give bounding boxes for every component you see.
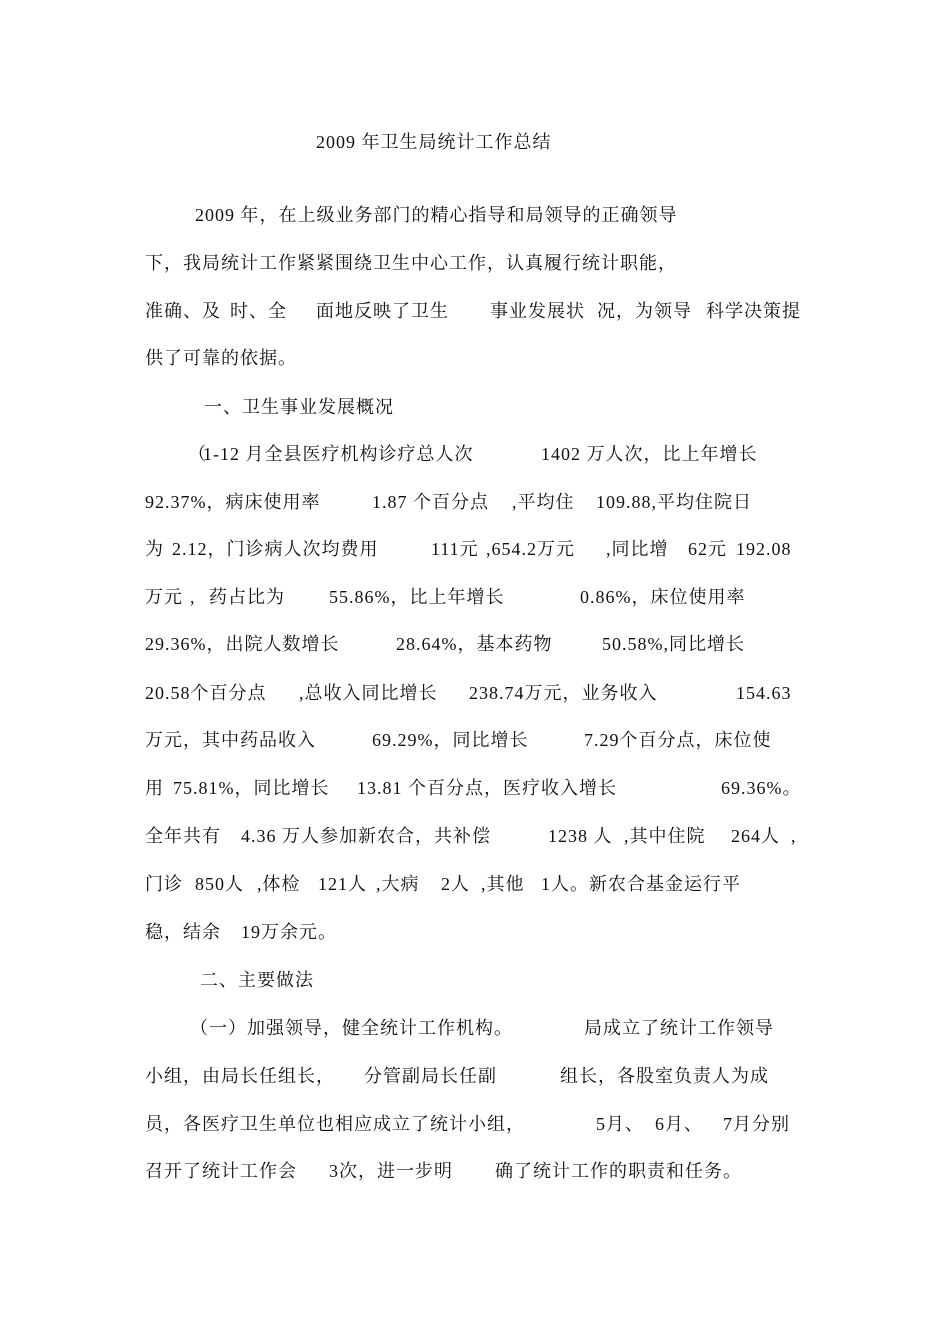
paragraph-line [0, 872, 950, 902]
text-segment: ,其中住院 [624, 826, 706, 846]
text-segment: 192.08 [736, 539, 792, 559]
paragraph-line [0, 1064, 950, 1094]
text-segment: ,大病 [376, 874, 420, 894]
text-segment: 组长，各股室负责人为成 [560, 1066, 769, 1086]
paragraph-line [0, 585, 950, 615]
text-segment: 为 [145, 539, 164, 559]
text-segment: 确了统计工作的职责和任务。 [495, 1161, 742, 1181]
text-segment: 850人 [195, 874, 244, 894]
text-segment: 用 [145, 778, 164, 798]
text-segment: 分管副局长任副 [364, 1066, 497, 1086]
text-segment: 29.36%，出院人数增长 [145, 634, 340, 654]
text-segment: 121人 [318, 874, 367, 894]
text-segment: 1238 人 [548, 826, 613, 846]
text-segment: 万元 [145, 587, 183, 607]
paragraph-line [0, 824, 950, 854]
text-segment: 2009 年，在上级业务部门的精心指导和局领导的正确领导 [195, 205, 678, 225]
text-segment: 小组，由局长任组长， [145, 1066, 335, 1086]
text-segment: 69.29%，同比增长 [372, 730, 529, 750]
text-segment: 全年共有 [145, 826, 221, 846]
text-segment: 5月、 [596, 1114, 644, 1134]
text-segment: 事业发展状 [490, 301, 585, 321]
text-segment: 二、主要做法 [200, 970, 314, 990]
text-segment: 154.63 [736, 683, 792, 703]
text-segment: 万元，其中药品收入 [145, 730, 316, 750]
text-segment: 69.36%。 [721, 778, 802, 798]
paragraph-line [0, 728, 950, 758]
text-segment: 稳，结余 [145, 922, 221, 942]
text-segment: 4.36 万人参加新农合，共补偿 [241, 826, 491, 846]
text-segment: 62元 [688, 539, 727, 559]
text-segment: 55.86%，比上年增长 [329, 587, 505, 607]
text-segment: 门诊 [145, 874, 183, 894]
text-segment: 1-12 月全县医疗机构诊疗总人次 [203, 444, 474, 464]
text-segment: 28.64%，基本药物 [396, 634, 553, 654]
text-segment: , [791, 826, 797, 846]
text-segment: 下，我局统计工作紧紧围绕卫生中心工作，认真履行统计职能， [145, 253, 677, 273]
paragraph-line [0, 920, 950, 950]
text-segment: 1402 万人次，比上年增长 [541, 444, 758, 464]
paragraph-line [0, 203, 950, 233]
text-segment: 238.74万元，业务收入 [469, 683, 658, 703]
paragraph-line [0, 442, 950, 472]
text-segment: 药占比为 [209, 587, 285, 607]
text-segment: 员，各医疗卫生单位也相应成立了统计小组， [145, 1114, 525, 1134]
text-segment: 况，为领导 [597, 301, 692, 321]
text-segment: 3次，进一步明 [329, 1161, 453, 1181]
text-segment: 92.37%，病床使用率 [145, 492, 321, 512]
text-segment: 7月分别 [723, 1114, 790, 1134]
text-segment: 1.87 个百分点 [372, 492, 489, 512]
text-segment: 一、卫生事业发展概况 [204, 397, 394, 417]
paragraph-line [0, 632, 950, 662]
text-segment: 局成立了统计工作领导 [584, 1018, 774, 1038]
text-segment: 20.58个百分点 [145, 683, 267, 703]
text-segment: , [190, 587, 196, 607]
text-segment: 供了可靠的依据。 [145, 348, 297, 368]
paragraph-line [0, 395, 950, 425]
text-segment: 0.86%，床位使用率 [580, 587, 746, 607]
text-segment: 7.29个百分点，床位使 [584, 730, 772, 750]
text-segment: （ [188, 444, 207, 464]
text-segment: 109.88,平均住院日 [596, 492, 752, 512]
text-segment: 50.58%,同比增长 [602, 634, 745, 654]
title-text: 2009 年卫生局统计工作总结 [316, 132, 552, 152]
text-segment: 264人 [731, 826, 780, 846]
paragraph-line [0, 490, 950, 520]
text-segment: 19万余元。 [241, 922, 337, 942]
document-title [0, 130, 950, 160]
text-segment: 准确、及 [145, 301, 221, 321]
text-segment: 科学决策提 [706, 301, 801, 321]
paragraph-line [0, 537, 950, 567]
paragraph-line [0, 251, 950, 281]
text-segment: 2人 [441, 874, 470, 894]
text-segment: 时、全 [230, 301, 287, 321]
text-segment: 召开了统计工作会 [145, 1161, 297, 1181]
text-segment: ,其他 [481, 874, 525, 894]
text-segment: 6月、 [655, 1114, 703, 1134]
text-segment: 111元 [431, 539, 479, 559]
text-segment: （一）加强领导，健全统计工作机构。 [190, 1018, 513, 1038]
text-segment: ,总收入同比增长 [299, 683, 438, 703]
text-segment: 75.81%，同比增长 [173, 778, 330, 798]
text-segment: ,654.2万元 [486, 539, 575, 559]
text-segment: ,平均住 [512, 492, 575, 512]
paragraph-line [0, 1016, 950, 1046]
text-segment: 2.12，门诊病人次均费用 [172, 539, 379, 559]
text-segment: 面地反映了卫生 [316, 301, 449, 321]
text-segment: 1人。新农合基金运行平 [541, 874, 741, 894]
paragraph-line [0, 1112, 950, 1142]
text-segment: ,同比增 [606, 539, 669, 559]
paragraph-line [0, 299, 950, 329]
paragraph-line [0, 346, 950, 376]
paragraph-line [0, 776, 950, 806]
paragraph-line [0, 968, 950, 998]
text-segment: 13.81 个百分点，医疗收入增长 [357, 778, 617, 798]
paragraph-line [0, 1159, 950, 1189]
paragraph-line [0, 681, 950, 711]
text-segment: ,体检 [257, 874, 301, 894]
